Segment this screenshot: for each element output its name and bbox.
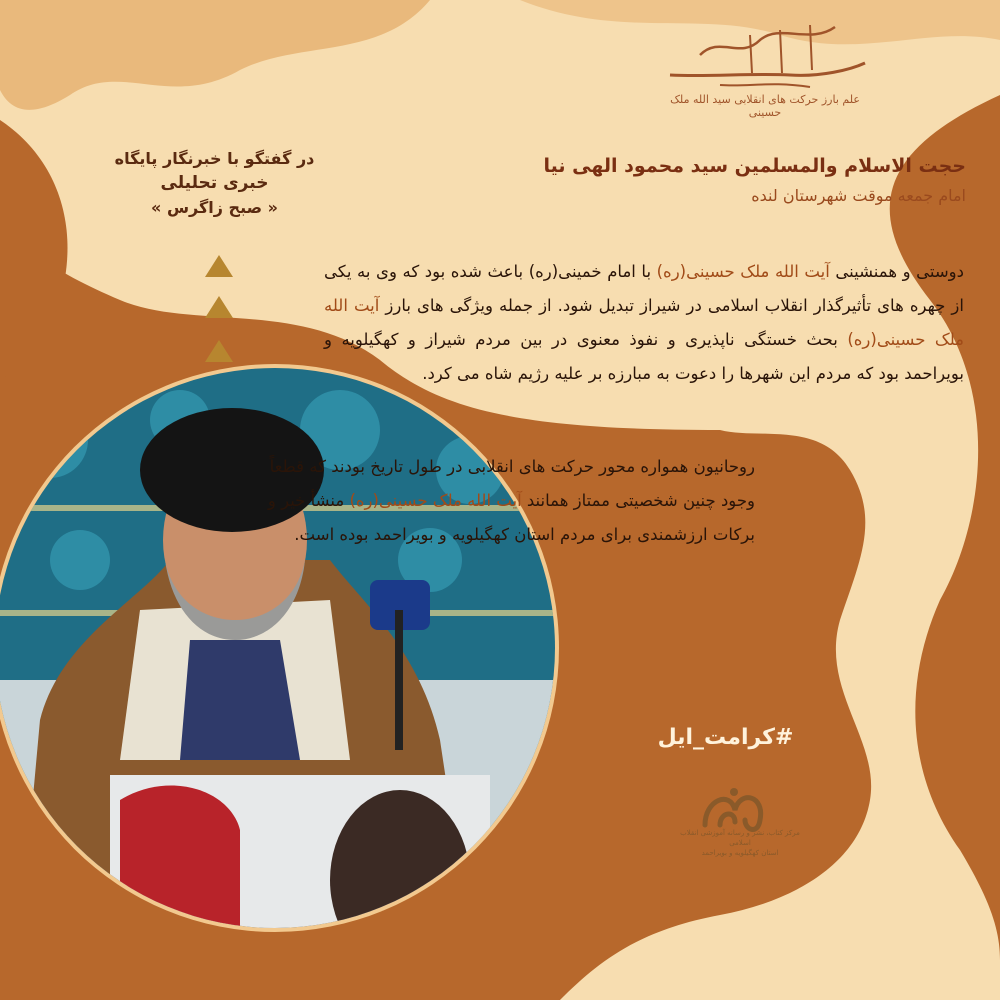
body-paragraph-1 <box>324 255 964 391</box>
highlight-name: آیت الله ملک حسینی(ره) <box>656 262 830 281</box>
speaker-position: امام جمعه موقت شهرستان لنده <box>751 186 966 205</box>
org-line-2: استان کهگیلویه و بویراحمد <box>701 849 779 857</box>
organization-name <box>680 828 800 858</box>
body-paragraph-2 <box>235 450 755 552</box>
speaker-header <box>496 150 966 210</box>
calligraphy-logo <box>660 15 870 130</box>
calligraphy-text: علم بارز حرکت های انقلابی سید الله ملک حسینی <box>670 93 860 119</box>
text-span: روحانیون همواره محور حرکت های انقلابی در طول تاریخ بودند که قطعاً وجود چنین شخصیتی ممتاز همانند <box>269 457 755 510</box>
header-accent-bar <box>967 156 972 208</box>
text-span: بحث خستگی ناپذیری و نفوذ معنوی در بین مردم شیراز و کهگیلویه و بویراحمد بود که مردم این شهرها را دعوت به مبارزه بر علیه رژیم شاه می کرد. <box>324 330 964 383</box>
source-line-1: در گفتگو با خبرنگار پایگاه <box>114 149 315 168</box>
interview-source <box>112 148 317 220</box>
org-line-1: مرکز کتاب، نشر و رسانه آموزشی انقلاب اسلامی <box>680 829 800 847</box>
text-span: دوستی و همنشینی <box>829 262 964 281</box>
triangle-icon <box>205 296 233 318</box>
triangle-icon <box>205 255 233 277</box>
triangle-icon <box>205 340 233 362</box>
highlight-name: آیت الله ملک حسینی(ره) <box>324 296 964 349</box>
highlight-name: آیت الله ملک حسینی(ره) <box>349 491 522 510</box>
calligraphy-strokes <box>660 15 870 95</box>
speaker-name: حجت الاسلام والمسلمین سید محمود الهی نیا <box>543 155 966 177</box>
text-span: منشأ خیر و برکات ارزشمندی برای مردم استان کهگیلویه و بویراحمد بوده است. <box>267 491 755 544</box>
text-span: با امام خمینی(ره) باعث شده بود که وی به یکی از چهره های تأثیرگذار انقلاب اسلامی در شیراز تبدیل شود. از جمله ویژگی های بارز <box>324 262 964 315</box>
source-line-2: خبری تحلیلی <box>160 173 269 193</box>
source-line-3: « صبح زاگرس » <box>151 198 278 217</box>
hashtag-badge: #کرامت_ایل <box>643 713 808 763</box>
